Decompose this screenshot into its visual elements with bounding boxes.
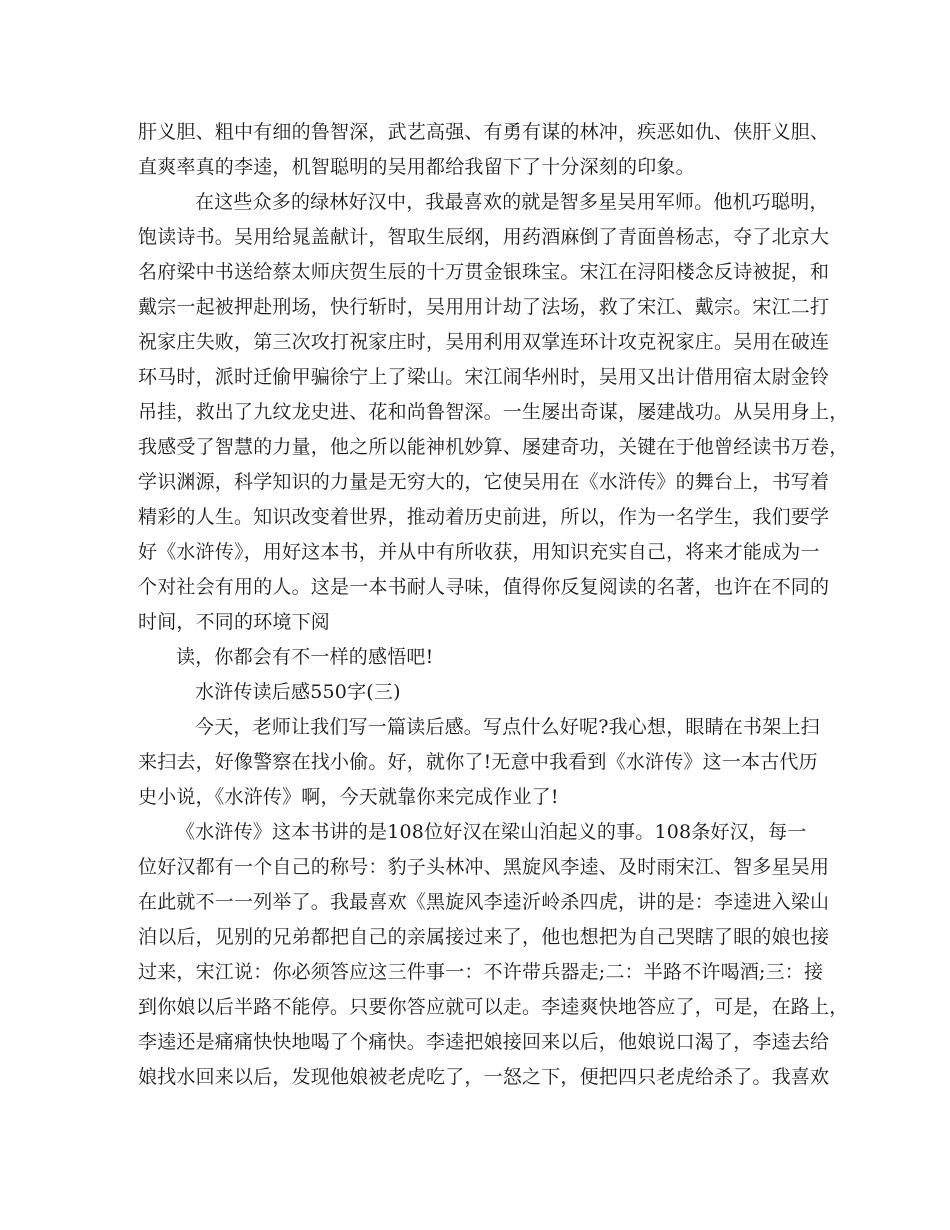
text-line: 饱读诗书。吴用给晁盖献计，智取生辰纲，用药酒麻倒了青面兽杨志，夺了北京大 — [138, 226, 830, 248]
text-line: 娘找水回来以后，发现他娘被老虎吃了，一怒之下，便把四只老虎给杀了。我喜欢 — [138, 1066, 830, 1088]
text-line: 精彩的人生。知识改变着世界，推动着历史前进，所以，作为一名学生，我们要学 — [138, 506, 830, 528]
text-line: 环马时，派时迁偷甲骗徐宁上了梁山。宋江闹华州时，吴用又出计借用宿太尉金铃 — [138, 366, 830, 388]
text-line: 戴宗一起被押赴刑场，快行斩时，吴用用计劫了法场，救了宋江、戴宗。宋江二打 — [138, 296, 830, 318]
text-line: 史小说，《水浒传》啊，今天就靠你来完成作业了! — [138, 786, 559, 808]
paragraph-first-line: 《水浒传》这本书讲的是108位好汉在梁山泊起义的事。108条好汉，每一 — [176, 821, 807, 843]
text-line: 来扫去，好像警察在找小偷。好，就你了!无意中我看到《水浒传》这一本古代历 — [138, 751, 818, 773]
text-line: 读，你都会有不一样的感悟吧! — [176, 646, 434, 668]
text-line: 名府梁中书送给蔡太师庆贺生辰的十万贯金银珠宝。宋江在浔阳楼念反诗被捉，和 — [138, 261, 830, 283]
text-line: 在此就不一一列举了。我最喜欢《黑旋风李逵沂岭杀四虎，讲的是：李逵进入梁山 — [138, 891, 830, 913]
section-heading: 水浒传读后感550字(三) — [195, 681, 401, 703]
text-line: 泊以后，见别的兄弟都把自己的亲属接过来了，他也想把为自己哭瞎了眼的娘也接 — [138, 926, 830, 948]
text-line: 我感受了智慧的力量，他之所以能神机妙算、屡建奇功，关键在于他曾经读书万卷， — [138, 436, 849, 458]
text-line: 直爽率真的李逵，机智聪明的吴用都给我留下了十分深刻的印象。 — [138, 156, 695, 178]
paragraph-first-line: 今天，老师让我们写一篇读后感。写点什么好呢?我心想，眼睛在书架上扫 — [195, 716, 820, 738]
text-line: 肝义胆、粗中有细的鲁智深，武艺高强、有勇有谋的林冲，疾恶如仇、侠肝义胆、 — [138, 121, 830, 143]
text-line: 吊挂，救出了九纹龙史进、花和尚鲁智深。一生屡出奇谋，屡建战功。从吴用身上， — [138, 401, 849, 423]
text-line: 到你娘以后半路不能停。只要你答应就可以走。李逵爽快地答应了，可是，在路上， — [138, 996, 849, 1018]
text-line: 过来，宋江说：你必须答应这三件事一：不许带兵器走;二：半路不许喝酒;三：接 — [138, 961, 824, 983]
text-line: 学识渊源，科学知识的力量是无穷大的，它使吴用在《水浒传》的舞台上，书写着 — [138, 471, 830, 493]
text-line: 时间，不同的环境下阅 — [138, 611, 331, 633]
text-line: 祝家庄失败，第三次攻打祝家庄时，吴用利用双掌连环计攻克祝家庄。吴用在破连 — [138, 331, 830, 353]
paragraph-first-line: 在这些众多的绿林好汉中，我最喜欢的就是智多星吴用军师。他机巧聪明， — [195, 191, 829, 213]
text-line: 个对社会有用的人。这是一本书耐人寻味，值得你反复阅读的名著，也许在不同的 — [138, 576, 830, 598]
text-line: 好《水浒传》，用好这本书，并从中有所收获，用知识充实自己，将来才能成为一 — [138, 541, 820, 563]
text-line: 李逵还是痛痛快快地喝了个痛快。李逵把娘接回来以后，他娘说口渴了，李逵去给 — [138, 1031, 830, 1053]
text-line: 位好汉都有一个自己的称号：豹子头林冲、黑旋风李逵、及时雨宋江、智多星吴用 — [138, 856, 830, 878]
